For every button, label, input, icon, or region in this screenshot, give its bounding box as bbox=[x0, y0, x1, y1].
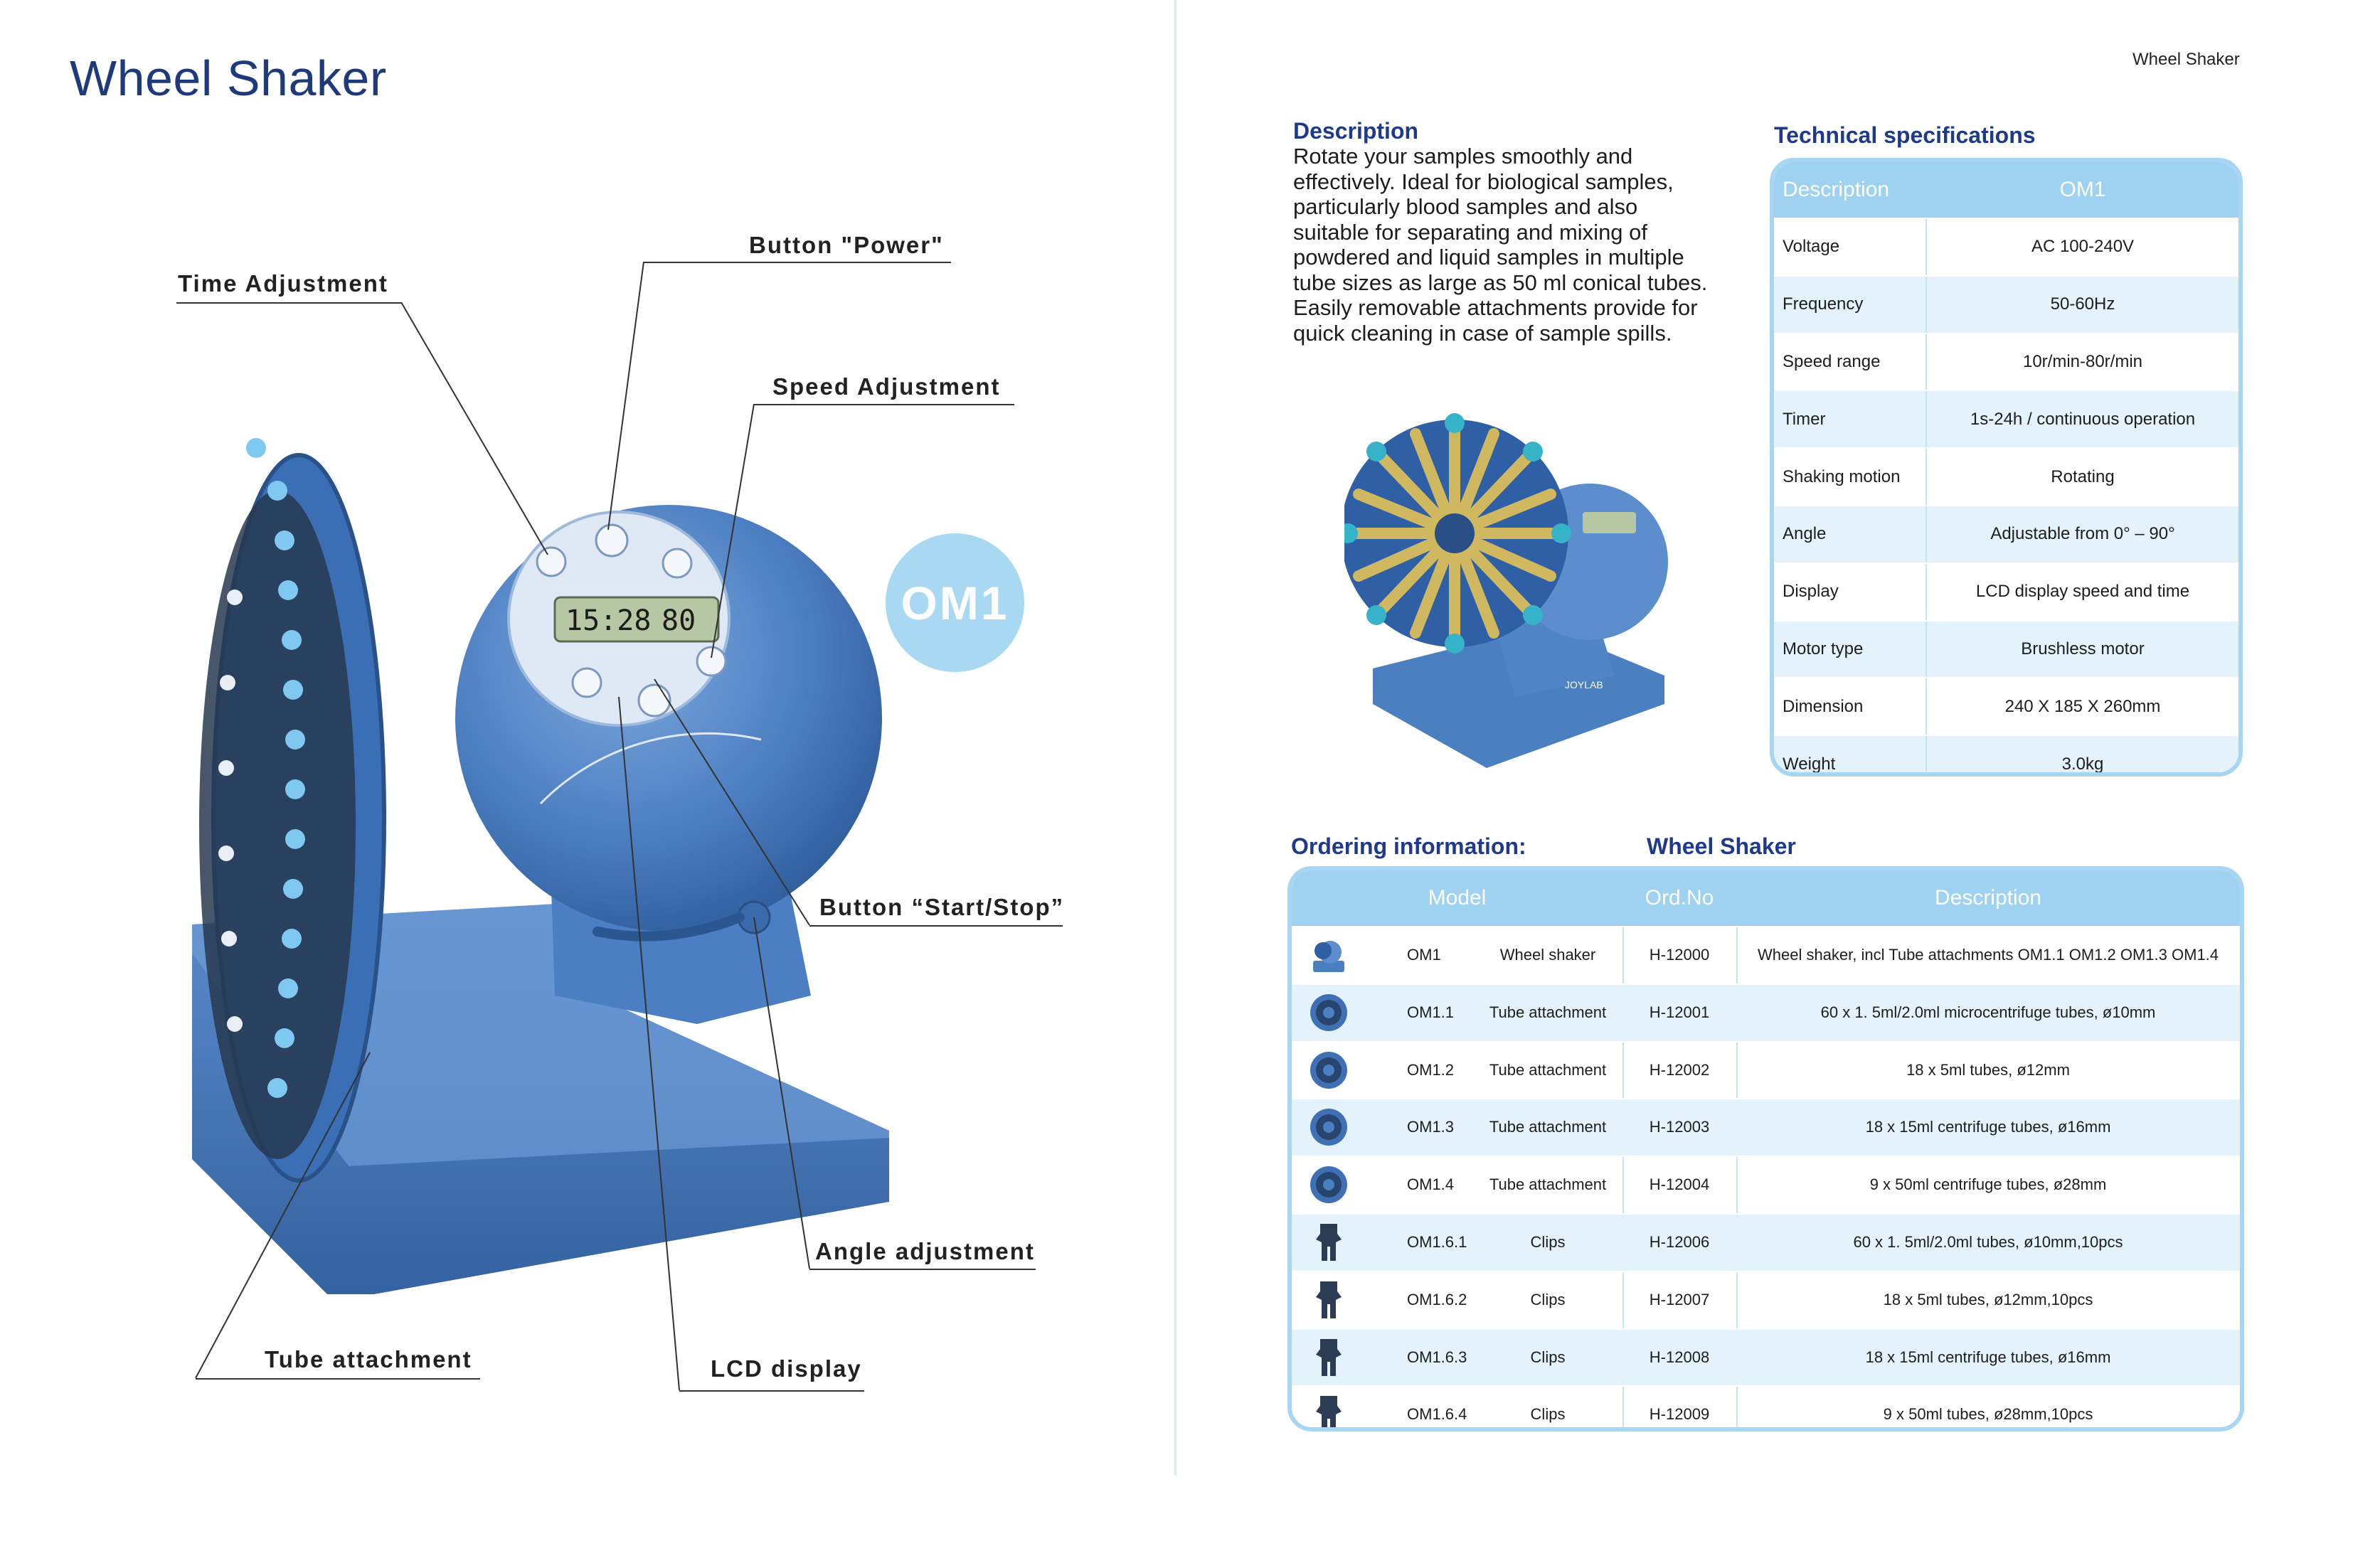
page-title: Wheel Shaker bbox=[70, 50, 387, 106]
callout-time-adjustment: Time Adjustment bbox=[178, 270, 388, 297]
description-line: quick cleaning in case of sample spills. bbox=[1293, 320, 1672, 346]
order-number: H-12009 bbox=[1649, 1405, 1710, 1424]
tube-attachment-thumb-icon bbox=[1300, 1048, 1357, 1092]
spec-value: Adjustable from 0° – 90° bbox=[1990, 524, 2175, 544]
model-name: Wheel shaker bbox=[1499, 946, 1596, 964]
model-name: Tube attachment bbox=[1489, 1118, 1607, 1136]
spec-label: Shaking motion bbox=[1774, 449, 1927, 505]
page-divider bbox=[1174, 0, 1176, 1476]
table-row bbox=[1292, 1213, 2240, 1271]
specs-heading: Technical specifications bbox=[1774, 122, 2036, 148]
ordering-header-row bbox=[1292, 870, 2240, 926]
lcd-speed: 80 bbox=[662, 604, 696, 637]
item-description: 60 x 1. 5ml/2.0ml tubes, ø10mm,10pcs bbox=[1853, 1232, 2123, 1251]
order-number: H-12000 bbox=[1649, 946, 1710, 964]
specs-table bbox=[1770, 158, 2243, 777]
specs-header-model: OM1 bbox=[2059, 178, 2106, 201]
spec-value: 240 X 185 X 260mm bbox=[2004, 696, 2161, 716]
specs-row bbox=[1774, 505, 2238, 562]
description-line: suitable for separating and mixing of bbox=[1293, 219, 1648, 245]
model-name: Clips bbox=[1530, 1348, 1566, 1366]
spec-label: Display bbox=[1774, 564, 1927, 620]
callout-button-start-stop: Button “Start/Stop” bbox=[819, 894, 1065, 920]
callout-angle-adjustment: Angle adjustment bbox=[815, 1238, 1035, 1264]
model-name: Clips bbox=[1530, 1405, 1566, 1424]
model-code: OM1.1 bbox=[1407, 1003, 1455, 1021]
ordering-header-ordno: Ord.No bbox=[1645, 886, 1714, 910]
running-head: Wheel Shaker bbox=[2132, 50, 2240, 69]
specs-row bbox=[1774, 447, 2238, 505]
ordering-header-model: Model bbox=[1428, 886, 1487, 910]
spec-label: Frequency bbox=[1774, 277, 1927, 333]
specs-row bbox=[1774, 333, 2238, 390]
model-code: OM1.6.2 bbox=[1407, 1290, 1467, 1308]
order-number: H-12003 bbox=[1649, 1118, 1710, 1136]
leader-lines bbox=[0, 0, 1174, 1568]
spec-label: Motor type bbox=[1774, 622, 1927, 678]
clip-thumb-icon bbox=[1300, 1392, 1357, 1431]
table-row bbox=[1292, 926, 2240, 983]
spec-value: Rotating bbox=[2051, 466, 2115, 486]
item-description: 18 x 5ml tubes, ø12mm,10pcs bbox=[1883, 1290, 2093, 1308]
model-code: OM1.6.4 bbox=[1407, 1405, 1467, 1424]
specs-row bbox=[1774, 620, 2238, 678]
model-name: Clips bbox=[1530, 1232, 1566, 1251]
ordering-subheading: Wheel Shaker bbox=[1647, 833, 1796, 859]
spec-label: Weight bbox=[1774, 736, 1927, 777]
wheel-shaker-thumb-icon bbox=[1300, 933, 1357, 977]
model-code: OM1.3 bbox=[1407, 1118, 1455, 1136]
spec-value: 1s-24h / continuous operation bbox=[1970, 409, 2196, 429]
clip-thumb-icon bbox=[1300, 1335, 1357, 1380]
callout-speed-adjustment: Speed Adjustment bbox=[772, 373, 1001, 400]
order-number: H-12002 bbox=[1649, 1060, 1710, 1079]
specs-header-description: Description bbox=[1783, 178, 1890, 201]
clip-thumb-icon bbox=[1300, 1278, 1357, 1322]
specs-row bbox=[1774, 218, 2238, 275]
model-code: OM1.2 bbox=[1407, 1060, 1455, 1079]
description-line: Easily removable attachments provide for bbox=[1293, 295, 1698, 320]
item-description: 60 x 1. 5ml/2.0ml microcentrifuge tubes, ø10mm bbox=[1820, 1003, 2156, 1021]
table-row bbox=[1292, 1271, 2240, 1328]
model-code: OM1.4 bbox=[1407, 1175, 1455, 1194]
description-line: particularly blood samples and also bbox=[1293, 194, 1638, 219]
ordering-heading: Ordering information: bbox=[1291, 833, 1526, 859]
specs-row bbox=[1774, 677, 2238, 735]
description-line: powdered and liquid samples in multiple bbox=[1293, 245, 1684, 270]
order-number: H-12006 bbox=[1649, 1232, 1710, 1251]
item-description: 9 x 50ml centrifuge tubes, ø28mm bbox=[1869, 1175, 2107, 1194]
model-name: Tube attachment bbox=[1489, 1175, 1607, 1194]
tube-attachment-thumb-icon bbox=[1300, 991, 1357, 1035]
tube-attachment-thumb-icon bbox=[1300, 1163, 1357, 1207]
order-number: H-12001 bbox=[1649, 1003, 1710, 1021]
spec-label: Voltage bbox=[1774, 219, 1927, 275]
description-line: tube sizes as large as 50 ml conical tubes. bbox=[1293, 270, 1708, 295]
callout-lcd-display: LCD display bbox=[711, 1355, 862, 1382]
item-description: 18 x 5ml tubes, ø12mm bbox=[1906, 1060, 2070, 1079]
model-name: Tube attachment bbox=[1489, 1003, 1607, 1021]
specs-row bbox=[1774, 275, 2238, 333]
description-line: effectively. Ideal for biological samples, bbox=[1293, 169, 1674, 194]
ordering-rows bbox=[1292, 926, 2240, 1431]
lcd-time: 15:28 bbox=[565, 604, 652, 637]
brand-logo-text: JOYLAB bbox=[1565, 679, 1603, 690]
item-description: Wheel shaker, incl Tube attachments OM1.1 OM1.2 OM1.3 OM1.4 bbox=[1757, 946, 2219, 964]
model-name: Clips bbox=[1530, 1290, 1566, 1308]
table-row bbox=[1292, 983, 2240, 1041]
order-number: H-12004 bbox=[1649, 1175, 1710, 1194]
spec-value: 50-60Hz bbox=[2050, 294, 2115, 314]
specs-row bbox=[1774, 562, 2238, 620]
callout-tube-attachment: Tube attachment bbox=[265, 1346, 472, 1372]
ordering-header-description: Description bbox=[1934, 886, 2042, 910]
tube-attachment-thumb-icon bbox=[1300, 1105, 1357, 1149]
model-code: OM1 bbox=[1407, 946, 1441, 964]
model-code: OM1.6.1 bbox=[1407, 1232, 1467, 1251]
specs-row bbox=[1774, 390, 2238, 447]
specs-row bbox=[1774, 735, 2238, 777]
callout-button-power: Button "Power" bbox=[749, 232, 944, 258]
model-code: OM1.6.3 bbox=[1407, 1348, 1467, 1366]
description-text bbox=[1293, 144, 1748, 346]
spec-value: Brushless motor bbox=[2021, 639, 2145, 658]
item-description: 18 x 15ml centrifuge tubes, ø16mm bbox=[1865, 1118, 2111, 1136]
order-number: H-12008 bbox=[1649, 1348, 1710, 1366]
table-row bbox=[1292, 1328, 2240, 1386]
table-row bbox=[1292, 1385, 2240, 1431]
item-description: 9 x 50ml tubes, ø28mm,10pcs bbox=[1883, 1405, 2093, 1424]
spec-value: AC 100-240V bbox=[2031, 237, 2135, 257]
model-name: Tube attachment bbox=[1489, 1060, 1607, 1079]
table-row bbox=[1292, 1156, 2240, 1213]
spec-value: LCD display speed and time bbox=[1975, 582, 2190, 602]
om1-badge: OM1 bbox=[886, 533, 1024, 672]
product-photo bbox=[1344, 370, 1672, 789]
order-number: H-12007 bbox=[1649, 1290, 1710, 1308]
ordering-table bbox=[1287, 866, 2244, 1431]
spec-label: Timer bbox=[1774, 391, 1927, 447]
table-row bbox=[1292, 1041, 2240, 1099]
specs-header-row bbox=[1774, 162, 2238, 218]
spec-label: Speed range bbox=[1774, 334, 1927, 390]
spec-label: Angle bbox=[1774, 506, 1927, 562]
description-heading: Description bbox=[1293, 118, 1419, 144]
description-line: Rotate your samples smoothly and bbox=[1293, 144, 1633, 169]
spec-value: 10r/min-80r/min bbox=[2022, 351, 2143, 371]
table-row bbox=[1292, 1098, 2240, 1156]
spec-label: Dimension bbox=[1774, 678, 1927, 735]
spec-value: 3.0kg bbox=[2061, 754, 2104, 774]
clip-thumb-icon bbox=[1300, 1220, 1357, 1264]
item-description: 18 x 15ml centrifuge tubes, ø16mm bbox=[1865, 1348, 2111, 1366]
